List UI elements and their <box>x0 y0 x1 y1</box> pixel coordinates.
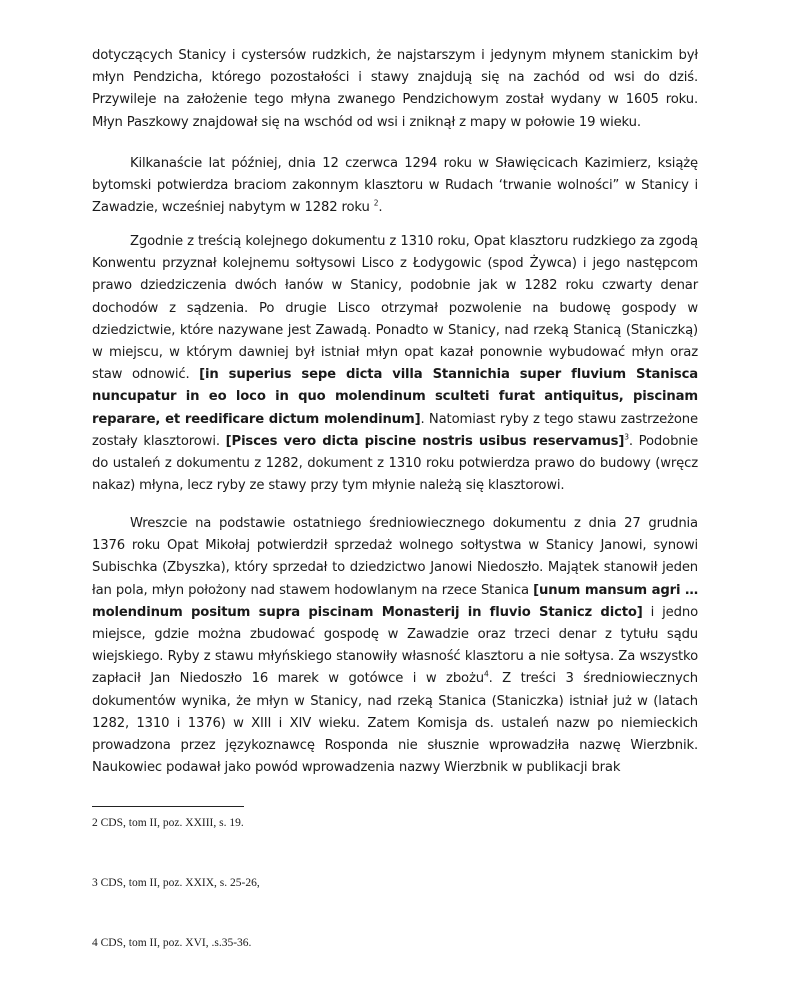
footnote-separator <box>92 806 244 807</box>
footnote-ref-2[interactable]: 2 <box>373 199 379 209</box>
footnote-4: 4 CDS, tom II, poz. XVI, .s.35-36. <box>92 937 252 949</box>
footnote-2: 2 CDS, tom II, poz. XXIII, s. 19. <box>92 817 244 829</box>
paragraph-1-text: dotyczących Stanicy i cystersów rudzkich, że najstarszym i jedynym młynem stanickim był młyn Pendzicha, którego pozostałości i stawy znajdują się na zachód od wsi do dziś. Przywileje na założenie tego młyna zwanego Pendzichowym został wydany w 1605 roku. Młyn Paszkowy znajdował się na wschód od wsi i zniknął z mapy w połowie 19 wieku. <box>92 48 698 130</box>
latin-quote-1: [in superius sepe dicta villa Stannichia super fluvium Stanisca nuncupatur in eo loco in quo molendinum sculteti furat antiquitus, piscinam reparare, et reedificare dictum molendinum] <box>92 367 698 427</box>
paragraph-2-text: Kilkanaście lat później, dnia 12 czerwca 1294 roku w Sławięcicach Kazimierz, książę bytomski potwierdza braciom zakonnym klasztoru w Rudach ‘trwanie wolności” w Stanicy i Zawadzie, wcześniej nabytym w 1282 roku <box>92 156 698 216</box>
paragraph-3-text-2: . Natomiast ryby z tego stawu zastrzeżone zostały klasztorowi. <box>92 411 698 449</box>
footnote-3: 3 CDS, tom II, poz. XXIX, s. 25-26, <box>92 877 260 889</box>
footnote-ref-3[interactable]: 3 <box>624 432 629 442</box>
paragraph-3 <box>92 231 698 497</box>
paragraph-4 <box>92 513 698 779</box>
paragraph-4-text-3: . Z treści 3 średniowiecznych dokumentów wynika, że młyn w Stanicy, nad rzeką Stanica (Staniczka) istniał już w (latach 1282, 1310 i 1376) w XIII i XIV wieku. Zatem Komisja ds. ustaleń nazw po niemieckich prowadzona przez językoznawcę Rosponda nie słusznie wprowadziła nazwę Wierzbnik. Naukowiec podawał jako powód wprowadzenia nazwy Wierzbnik w publikacji brak <box>92 671 698 776</box>
paragraph-2 <box>92 153 698 220</box>
latin-quote-2: [Pisces vero dicta piscine nostris usibus reservamus] <box>225 433 625 449</box>
latin-quote-3: [unum mansum agri … molendinum positum supra piscinam Monasterij in fluvio Stanicz dicto] <box>92 582 698 620</box>
paragraph-2-end: . <box>378 200 383 216</box>
paragraph-4-text-1: Wreszcie na podstawie ostatniego średniowiecznego dokumentu z dnia 27 grudnia 1376 roku Opat Mikołaj potwierdził sprzedaż wolnego sołtystwa w Stanicy Janowi, synowi Subischka (Zbyszka), który sprzedał to dziedzictwo Janowi Niedoszło. Majątek stanowił jeden łan pola, młyn położony nad stawem hodowlanym na rzece Stanica <box>92 516 698 598</box>
paragraph-4-text-2: i jedno miejsce, gdzie można zbudować gospodę w Zawadzie oraz trzeci denar z tytułu sądu wiejskiego. Ryby z stawu młyńskiego stanowiły własność klasztoru a nie sołtysa. Za wszystko zapłacił Jan Niedoszło 16 marek w gotówce i w zbożu <box>92 604 698 687</box>
paragraph-3-text-3: . Podobnie do ustaleń z dokumentu z 1282, dokument z 1310 roku potwierdza prawo do budowy (wręcz nakaz) młyna, lecz ryby ze stawy przy tym młynie należą się klasztorowi. <box>92 433 698 494</box>
footnote-ref-4[interactable]: 4 <box>483 670 489 680</box>
paragraph-1 <box>92 45 698 134</box>
paragraph-3-text-1: Zgodnie z treścią kolejnego dokumentu z 1310 roku, Opat klasztoru rudzkiego za zgodą Konwentu przyznał kolejnemu sołtysowi Lisco z Łodygowic (spod Żywca) i jego następcom prawo dziedziczenia dwóch łanów w Stanicy, podobnie jak w 1282 roku czwarty denar dochodów z sądzenia. Po drugie Lisco otrzymał pozwolenie na budowę gospody w dziedzictwie, które nazywane jest Zawadą. Ponadto w Stanicy, nad rzeką Stanicą (Staniczką) w miejscu, w którym dawniej był istniał młyn opat kazał ponownie wybudować młyn oraz staw odnowić. <box>92 234 698 383</box>
